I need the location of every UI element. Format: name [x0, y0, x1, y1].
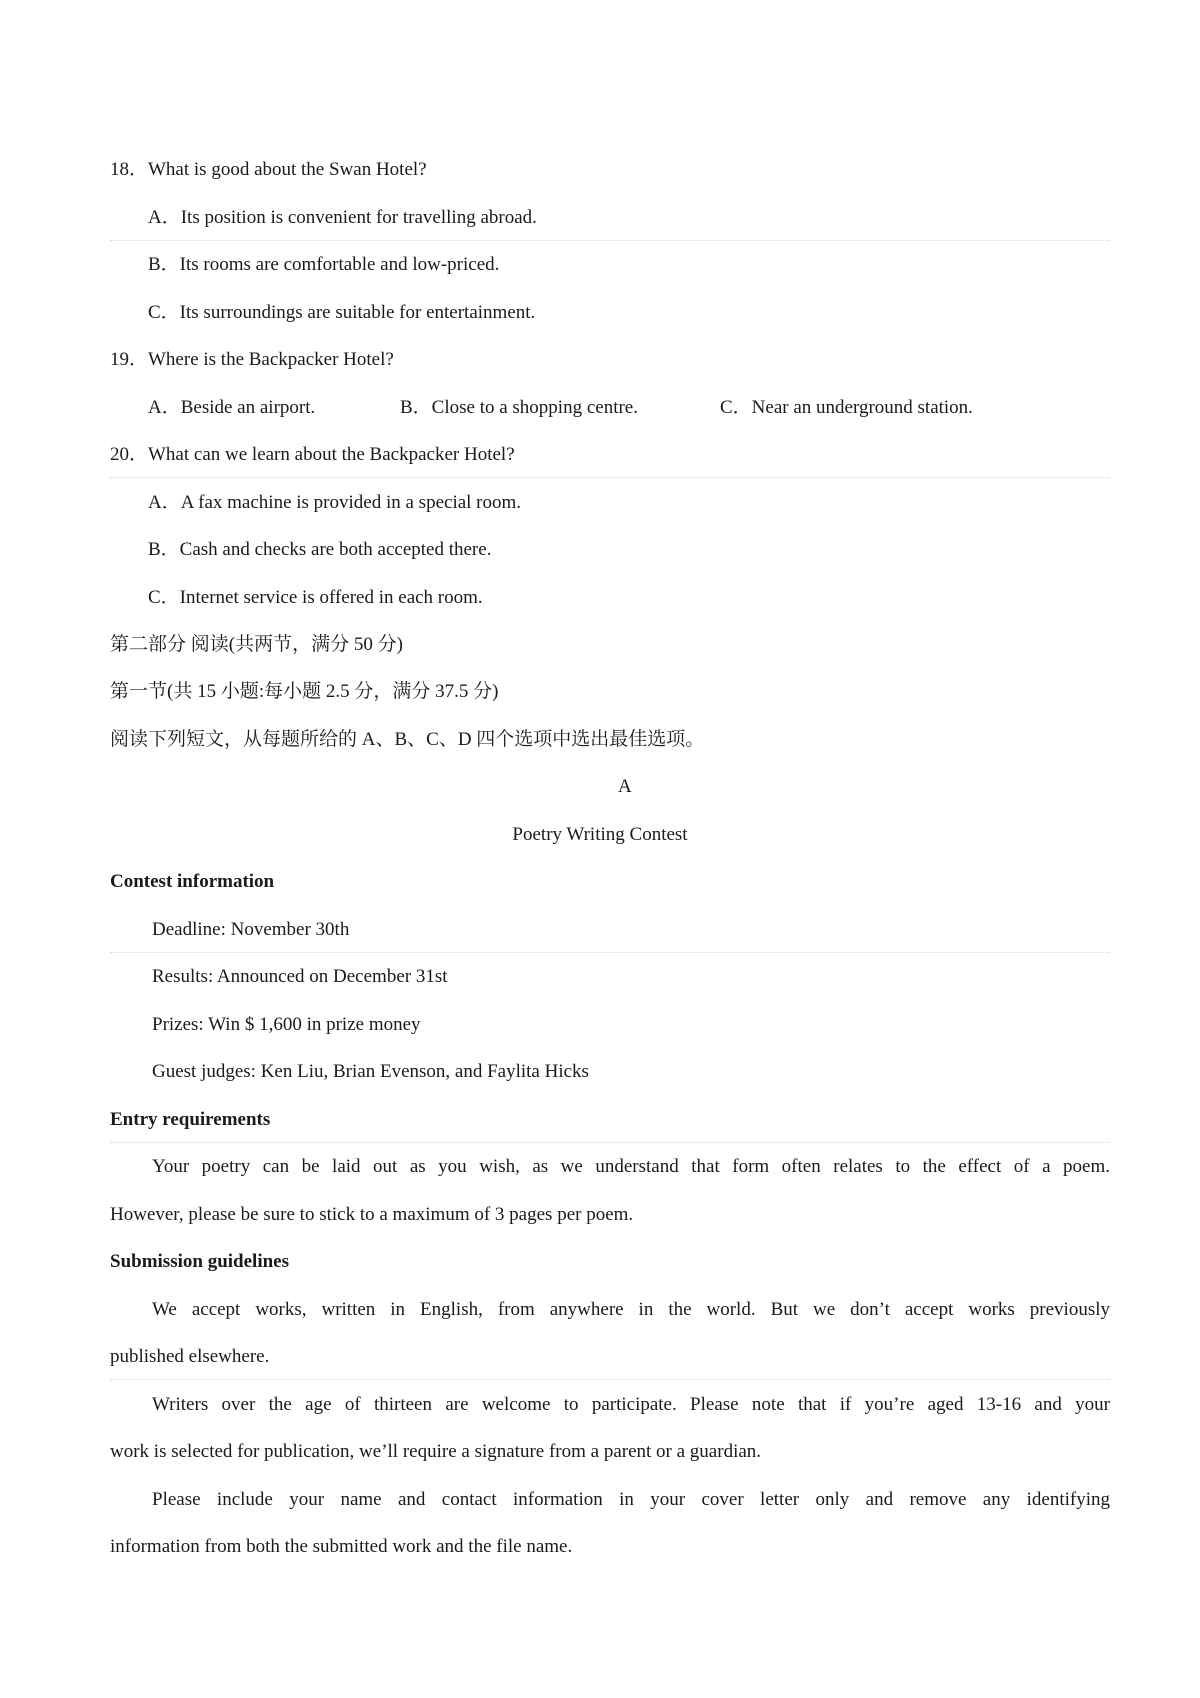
- question-19-option-c: C．Near an underground station.: [720, 397, 973, 418]
- contest-info-heading: Contest information: [110, 871, 275, 892]
- submission-guidelines-heading: Submission guidelines: [110, 1251, 289, 1272]
- question-19-option-b: B．Close to a shopping centre.: [400, 397, 638, 418]
- dotted-rule: [110, 952, 1110, 953]
- entry-paragraph-line-2: However, please be sure to stick to a maximum of 3 pages per poem.: [110, 1204, 634, 1225]
- passage-letter: A: [618, 776, 632, 797]
- dotted-rule: [110, 1379, 1110, 1380]
- reading-instruction: 阅读下列短文，从每题所给的 A、B、C、D 四个选项中选出最佳选项。: [110, 729, 705, 750]
- question-19-option-a: A．Beside an airport.: [148, 397, 316, 418]
- question-18-option-c: C．Its surroundings are suitable for entertainment.: [148, 302, 536, 323]
- entry-paragraph-line-1: Your poetry can be laid out as you wish, as we understand that form often relates to the effect of a poem.: [152, 1156, 1110, 1177]
- contest-info-results: Results: Announced on December 31st: [152, 966, 448, 987]
- question-20-option-b: B．Cash and checks are both accepted there.: [148, 539, 492, 560]
- dotted-rule: [110, 477, 1110, 478]
- contest-info-deadline: Deadline: November 30th: [152, 919, 350, 940]
- entry-requirements-heading: Entry requirements: [110, 1109, 271, 1130]
- dotted-rule: [110, 1142, 1110, 1143]
- dotted-rule: [110, 240, 1110, 241]
- contest-info-prizes: Prizes: Win $ 1,600 in prize money: [152, 1014, 421, 1035]
- submission-paragraph-1-line-2: published elsewhere.: [110, 1346, 270, 1367]
- submission-paragraph-2-line-2: work is selected for publication, we’ll require a signature from a parent or a guardian.: [110, 1441, 762, 1462]
- question-20-option-a: A．A fax machine is provided in a special room.: [148, 492, 522, 513]
- question-20-stem: 20．What can we learn about the Backpacker Hotel?: [110, 444, 515, 465]
- submission-paragraph-2-line-1: Writers over the age of thirteen are welcome to participate. Please note that if you’re aged 13-16 and your: [152, 1394, 1110, 1415]
- question-18-stem: 18．What is good about the Swan Hotel?: [110, 159, 427, 180]
- part-two-heading: 第二部分 阅读(共两节，满分 50 分): [110, 634, 403, 655]
- submission-paragraph-3-line-1: Please include your name and contact information in your cover letter only and remove any identifying: [152, 1489, 1110, 1510]
- contest-info-judges: Guest judges: Ken Liu, Brian Evenson, and Faylita Hicks: [152, 1061, 589, 1082]
- question-20-option-c: C．Internet service is offered in each room.: [148, 587, 483, 608]
- question-18-option-b: B．Its rooms are comfortable and low-priced.: [148, 254, 500, 275]
- question-18-option-a: A．Its position is convenient for travelling abroad.: [148, 207, 537, 228]
- submission-paragraph-3-line-2: information from both the submitted work and the file name.: [110, 1536, 573, 1557]
- question-19-stem: 19．Where is the Backpacker Hotel?: [110, 349, 394, 370]
- submission-paragraph-1-line-1: We accept works, written in English, from anywhere in the world. But we don’t accept works previously: [152, 1299, 1110, 1320]
- passage-title: Poetry Writing Contest: [512, 824, 688, 845]
- section-one-heading: 第一节(共 15 小题:每小题 2.5 分，满分 37.5 分): [110, 681, 499, 702]
